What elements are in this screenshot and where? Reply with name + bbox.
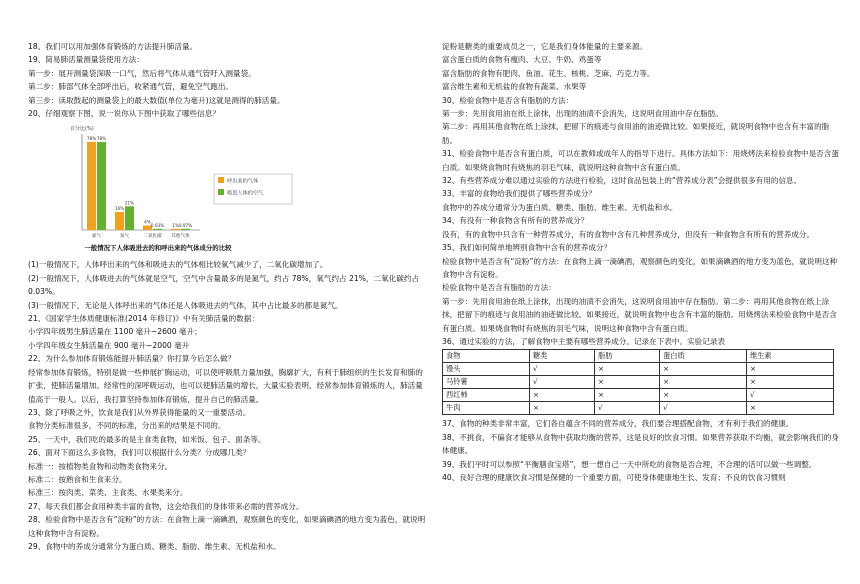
bar [125,207,134,231]
bar [115,212,124,230]
table-cell: × [595,363,660,376]
left-column [28,40,428,553]
paragraph: 35、我们如何简单地辨别食物中含有的营养成分？ [442,243,612,253]
right-column [442,40,842,484]
paragraph: 21、《国家学生体质健康标准(2014 年修订)》中有关肺活量的数据： [28,314,259,324]
table-header-cell: 食物 [443,350,530,363]
paragraph: 富含蛋白质的食物有瘦肉、大豆、牛奶、鸡蛋等 [442,55,602,65]
table-cell: 马铃薯 [443,376,530,389]
x-tick-label: 二氧化碳 [143,234,162,240]
table-row [443,363,834,376]
table-cell: √ [660,402,747,415]
paragraph: 第二步：再用其他食物在纸上涂抹，把留下的痕迹与食用油的油迹做比较。如果接近，就说明食物中也含有丰富的脂肪。 [442,122,830,145]
table-cell: √ [529,376,594,389]
table-row [443,376,834,389]
right-paragraphs-top [442,40,842,348]
paragraph: 19、简易肺活量测量袋使用方法： [28,55,144,65]
paragraph: 23、除了呼吸之外，饮食是我们从外界获得能量的又一重要活动。 [28,407,251,417]
paragraph: 39、我们平时可以参照“平衡膳食宝塔”，想一想自己一天中所吃的食物是否合理，不合理的话可以做一些调整。 [442,459,817,469]
table-cell: √ [595,402,660,415]
x-tick-label: 氮气 [91,234,102,240]
paragraph: 富含脂肪的食物有肥肉、鱼油、花生、核桃、芝麻、巧克力等。 [442,68,655,78]
table-cell: × [595,389,660,402]
chart-caption: 一般情况下人体吸进去的和呼出来的气体成分的比较 [84,244,232,253]
data-label: 21% [124,200,135,206]
table-header-cell: 脂肪 [595,350,660,363]
paragraph: 没有，有的食物中只含有一种营养成分，有的食物中含有几种营养成分，但没有一种食物含有所有的营养成分。 [442,229,815,239]
bar [181,229,190,230]
x-tick-label: 其他气体 [171,234,190,240]
data-label: 78% [96,136,107,142]
table-row [443,389,834,402]
paragraph: 标准二：按熟食和生食来分。 [28,474,127,484]
table-cell: √ [747,389,834,402]
paragraph: 第一步：展开测量袋深吸一口气，然后将气体从通气管吁入测量袋。 [28,68,256,78]
table-cell: × [660,376,747,389]
paragraph: 小学四年级女生肺活量在 900 毫升~2000 毫升 [28,340,190,350]
paragraph: 36、通过实验的方法，了解食物中主要有哪些营养成分。记录在下表中。实验记录表 [442,336,726,346]
paragraph: 第一步：先用食用油在纸上涂抹，出现的油渍不会消失，这说明食用油中存在脂肪。 [442,109,723,119]
paragraph: 第二步：肺部气体全部呼出后，收紧通气管，避免空气跑出。 [28,82,234,92]
paragraph: (1)一般情况下，人体呼出来的气体和吸进去的气体相比较氧气减少了，二氧化碳增加了。 [28,260,328,270]
table-header-row [443,350,834,363]
paragraph: 33、丰富的食物给我们提供了哪些营养成分？ [442,189,596,199]
paragraph: 小学四年级男生肺活量在 1100 毫升~2600 毫升； [28,327,202,337]
paragraph: 31、检验食物中是否含有蛋白质，可以在教师或成年人的指导下进行。具体方法如下：用烧烤法来检验食物中是否含蛋白质。如果烧食物时有烧焦的羽毛气味，就说明这种食物中含有蛋白质。 [442,149,839,172]
legend-label: 呼出来的气体 [227,178,259,185]
table-row [443,402,834,415]
paragraph: 27、每天我们都会食用种类丰富的食物，这会给我们的身体带来必需的营养成分。 [28,501,304,511]
data-label: 4% [144,219,151,225]
table-cell: × [747,376,834,389]
table-cell: × [595,376,660,389]
paragraph: 标准一：按植物类食物和动物类食物来分。 [28,461,173,471]
legend-label: 吸进人体的空气 [227,190,264,197]
paragraph: 食物分类标准很多，不同的标准，分出来的结果是不同的。 [28,421,226,431]
left-paragraphs-top [28,40,428,120]
bar [171,229,180,230]
table-cell: × [529,389,594,402]
paragraph: 第一步：先用食用油在纸上涂抹，出现的油渍不会消失，这说明食用油中存在脂肪。第二步：再用其他食物在纸上涂抹，把留下的痕迹与食用油的油迹做比较。如果接近，就说明食物中也含有丰富的脂肪。用烧烤法来检验食物中是否含有蛋白质。如果烧食物时有烧焦的羽毛气味，说明这种食物中含有蛋白质。 [442,296,837,333]
bar [87,142,96,230]
gas-composition-chart [28,122,428,256]
experiment-record-table [442,349,834,415]
data-label: 16% [114,206,125,212]
paragraph: 40、良好合理的健康饮食习惯是保健的一个重要方面，可使身体健康地生长、发育；不良的饮食习惯则 [442,472,786,482]
paragraph: 标准三：按肉类、菜类、主食类、水果类来分。 [28,488,188,498]
paragraph: 检验食物中是否含有“淀粉”的方法：在食物上滴一滴碘酒，观察颜色的变化，如果滴碘酒的地方变为蓝色，就说明这种食物中含有淀粉。 [442,256,838,279]
paragraph: 30、检验食物中是否含有脂肪的方法： [442,95,574,105]
paragraph: 经常参加体育锻炼，特别是做一些伸展扩胸运动，可以使呼吸肌力量加强，胸廓扩大，有利于肺组织的生长发育和肺的扩张，使肺活量增加。经常性的深呼吸运动，也可以使肺活量的增长，大量实验表明，经常参加体育锻炼的人，肺活量值高于一般人。以后，我打算坚持参加体育锻炼，提升自己的肺活量。 [28,367,423,404]
table-cell: 馒头 [443,363,530,376]
table-header-cell: 维生素 [747,350,834,363]
table-body [443,363,834,415]
paragraph: 淀粉是糖类的重要成员之一，它是我们身体能量的主要来源。 [442,42,648,51]
table-cell: × [529,402,594,415]
paragraph: 25、一天中，我们吃的最多的是主食类食物，如米饭、包子、面条等。 [28,434,266,444]
table-cell: 西红柿 [443,389,530,402]
paragraph: 22、为什么参加体育锻炼能提升肺活量？你打算今后怎么做？ [28,354,236,364]
paragraph: 34、有没有一种食物含有所有的营养成分？ [442,216,589,226]
paragraph: 第三步：读取鼓起的测量袋上的最大数值(单位为毫升)这就是测得的肺活量。 [28,95,285,105]
paragraph: 18、我们可以用加强体育锻炼的方法提升肺活量。 [28,42,198,51]
data-label: 1% [172,223,179,229]
data-label: 0.03% [150,223,165,229]
table-header-cell: 糖类 [529,350,594,363]
paragraph: 检验食物中是否含有脂肪的方法： [442,283,556,293]
paragraph: 29、食物中的养成分通常分为蛋白质、糖类、脂肪、维生素、无机盐和水。 [28,541,281,551]
left-paragraphs-bottom [28,258,428,553]
right-paragraphs-bottom [442,417,842,484]
paragraph: (3)一般情况下，无论是人体呼出来的气体还是人体吸进去的气体，其中占比最多的都是氮气。 [28,300,343,310]
legend-swatch [218,189,224,195]
paragraph: 38、不挑食，不偏食才能够从食物中获取均衡的营养，这是良好的饮食习惯。如果营养获取不均衡，就会影响我们的身体健康。 [442,432,839,456]
table-cell: × [660,363,747,376]
paragraph: 37、食物的种类非常丰富，它们各自蕴含不同的营养成分，我们要合理搭配食物，才有利于我们的健康。 [442,419,794,429]
bar-chart [68,122,308,256]
data-label: 0.97% [178,223,193,229]
table-cell: × [660,389,747,402]
paragraph: 28、检验食物中是否含有“淀粉”的方法：在食物上滴一滴碘酒，观察颜色的变化，如果滴碘酒的地方变为蓝色，就说明这种食物中含有淀粉。 [28,515,426,538]
paragraph: (2)一般情况下，人体吸进去的气体就是空气，空气中含量最多的是氮气，约占 78%，氧气约占 21%，二氧化碳约占 0.03%。 [28,273,420,297]
table-cell: × [747,363,834,376]
bar [153,229,162,230]
table-cell: √ [529,363,594,376]
table-header-cell: 蛋白质 [660,350,747,363]
paragraph: 食物中的养成分通常分为蛋白质、糖类、脂肪、维生素、无机盐和水。 [442,202,678,212]
x-tick-label: 氧气 [119,234,130,240]
paragraph: 32、有些营养成分难以通过实验的方法进行检验，这时食品包装上的“营养成分表”会提供很多有用的信息。 [442,176,802,186]
bar [97,142,106,230]
data-label: 78% [86,136,97,142]
table-cell: 牛肉 [443,402,530,415]
paragraph: 26、面对下面这么多食物，我们可以根据什么分类？分成哪几类？ [28,448,251,458]
paragraph: 富含维生素和无机盐的食物有蔬菜、水果等 [442,82,587,92]
paragraph: 20、仔细观察下图，说一说你从下图中获取了哪些信息？ [28,109,220,119]
legend-swatch [218,177,224,183]
y-axis-label: 百分比(%) [70,126,94,133]
table-cell: × [747,402,834,415]
